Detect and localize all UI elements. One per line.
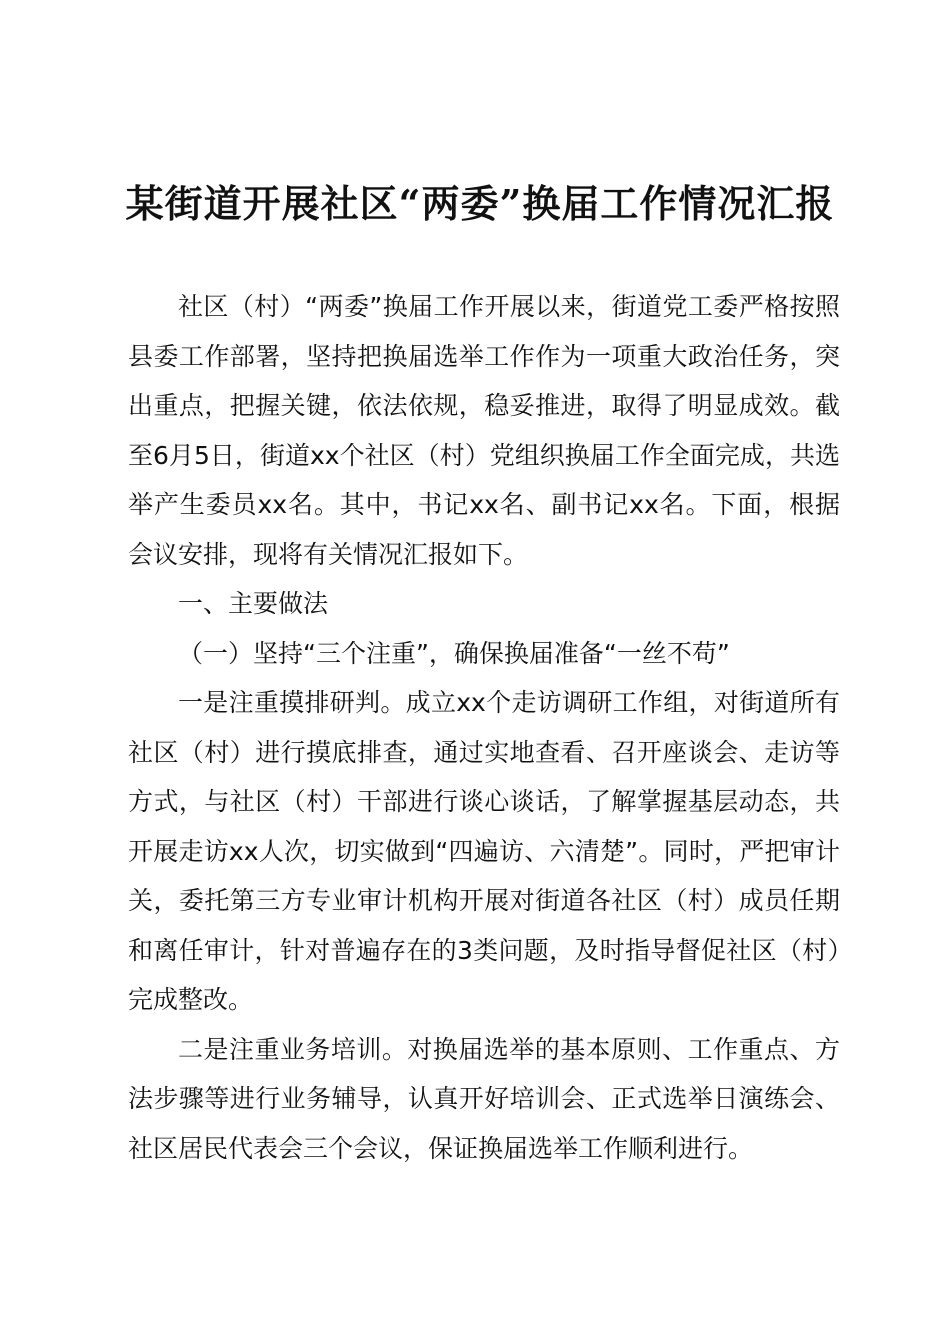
document-title: 某街道开展社区“两委”换届工作情况汇报: [125, 181, 835, 226]
body-paragraph: 二是注重业务培训。对换届选举的基本原则、工作重点、方法步骤等进行业务辅导，认真开好培训会、正式选举日演练会、社区居民代表会三个会议，保证换届选举工作顺利进行。: [128, 1034, 840, 1163]
section-heading: 一、主要做法: [178, 589, 329, 618]
intro-paragraph: 社区（村）“两委”换届工作开展以来，街道党工委严格按照县委工作部署，坚持把换届选举工作作为一项重大政治任务，突出重点，把握关键，依法依规，稳妥推进，取得了明显成效。截至6月5日，街道xx个社区（村）党组织换届工作全面完成，共选举产生委员xx名。其中，书记xx名、副书记xx名。下面，根据会议安排，现将有关情况汇报如下。: [128, 292, 840, 569]
body-paragraph: 一是注重摸排研判。成立xx个走访调研工作组，对街道所有社区（村）进行摸底排查，通过实地查看、召开座谈会、走访等方式，与社区（村）干部进行谈心谈话，了解掌握基层动态，共开展走访xx人次，切实做到“四遍访、六清楚”。同时，严把审计关，委托第三方专业审计机构开展对街道各社区（村）成员任期和离任审计，针对普遍存在的3类问题，及时指导督促社区（村）完成整改。: [128, 688, 840, 1014]
subsection-heading: （一）坚持“三个注重”，确保换届准备“一丝不苟”: [178, 638, 730, 668]
document-body: [128, 282, 840, 1173]
